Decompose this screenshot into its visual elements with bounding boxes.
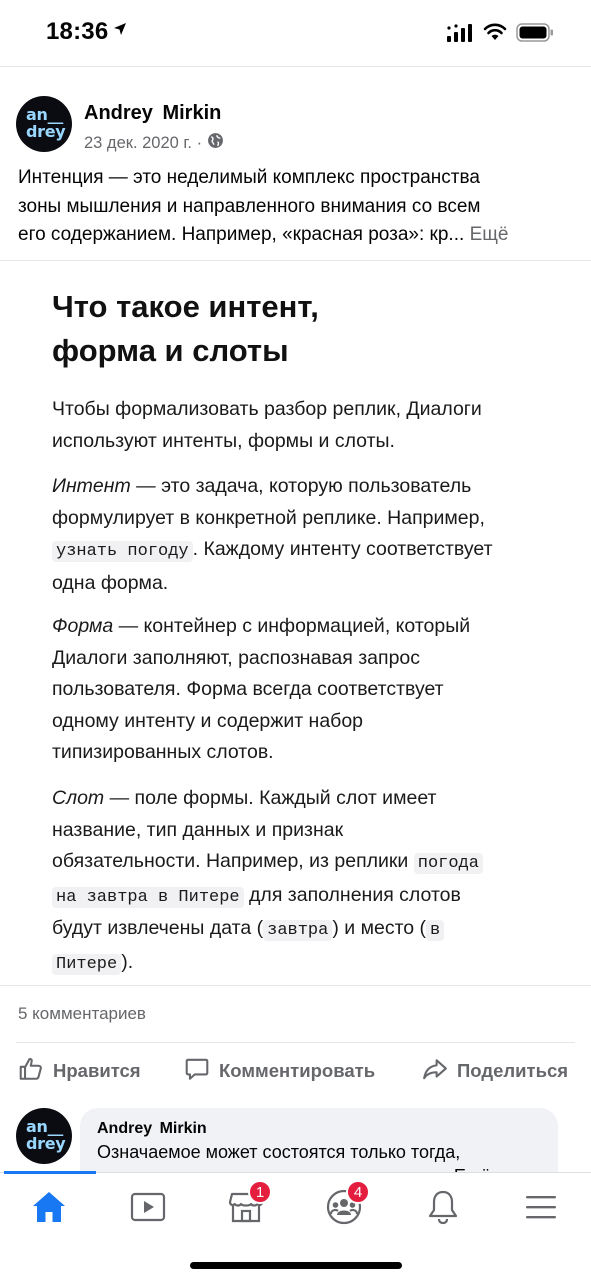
comment-author-name[interactable]: Andrey Mirkin bbox=[97, 1120, 207, 1137]
term-slot: Слот bbox=[52, 787, 105, 809]
like-button[interactable] bbox=[18, 1056, 141, 1086]
tab-notifications[interactable] bbox=[421, 1189, 465, 1229]
tab-marketplace[interactable] bbox=[224, 1184, 268, 1229]
share-arrow-icon bbox=[422, 1056, 448, 1087]
see-more-link[interactable]: Ещё bbox=[469, 224, 509, 245]
article-line-text: — поле формы. Каждый слот имеет bbox=[104, 787, 437, 809]
article-line-text: будут извлечены дата ( bbox=[52, 917, 264, 939]
article-line: Чтобы формализовать разбор реплик, Диалоги bbox=[52, 398, 482, 420]
article-title-line: Что такое интент, bbox=[52, 289, 319, 324]
article-line: используют интенты, формы и слоты. bbox=[52, 429, 395, 452]
avatar-text-line-1: an__ bbox=[26, 105, 63, 124]
article-line-text: ). bbox=[121, 950, 134, 973]
status-time: 18:36 bbox=[46, 18, 109, 45]
thumbs-up-icon bbox=[18, 1056, 44, 1087]
avatar-text-line-2: drey bbox=[26, 1134, 66, 1153]
post-text bbox=[18, 164, 578, 250]
tab-watch[interactable] bbox=[126, 1189, 170, 1229]
tab-groups[interactable] bbox=[322, 1184, 366, 1229]
post-text-line: зоны мышления и направленного внимания со всем bbox=[18, 195, 481, 217]
article-paragraph-form bbox=[52, 611, 552, 769]
hamburger-menu-icon bbox=[524, 1193, 558, 1226]
actions-divider bbox=[16, 1042, 575, 1043]
code-snippet: узнать погоду bbox=[52, 541, 193, 562]
cellular-signal-icon bbox=[447, 24, 475, 47]
code-snippet: завтра bbox=[263, 920, 332, 941]
article-line: одному интенту и содержит набор bbox=[52, 709, 364, 732]
share-label: Поделиться bbox=[457, 1060, 569, 1081]
article-line-text: обязательности. Например, из реплики bbox=[52, 850, 414, 872]
comments-count[interactable]: 5 комментариев bbox=[18, 1004, 146, 1023]
tab-menu[interactable] bbox=[519, 1189, 563, 1229]
bell-icon bbox=[426, 1189, 460, 1230]
article-paragraph-intro bbox=[52, 394, 552, 457]
post-text-line bbox=[18, 221, 578, 250]
post-meta bbox=[84, 132, 224, 154]
article-line-text: . Каждому интенту соответствует bbox=[192, 538, 493, 560]
post-date[interactable]: 23 дек. 2020 г. · bbox=[84, 133, 203, 152]
code-snippet: в bbox=[426, 920, 444, 941]
share-button[interactable] bbox=[422, 1056, 568, 1086]
groups-badge: 4 bbox=[346, 1180, 370, 1204]
comment-button[interactable] bbox=[184, 1056, 375, 1086]
post-text-line: Интенция — это неделимый комплекс пространства bbox=[18, 167, 480, 188]
article-line: формулирует в конкретной реплике. Например, bbox=[52, 506, 485, 529]
tab-home[interactable] bbox=[27, 1189, 71, 1229]
status-bar bbox=[0, 0, 591, 66]
article-line: пользователя. Форма всегда соответствует bbox=[52, 678, 444, 700]
comment-label: Комментировать bbox=[219, 1060, 376, 1081]
comment-author-avatar[interactable] bbox=[16, 1108, 72, 1164]
code-snippet: погода bbox=[414, 853, 483, 874]
video-play-icon bbox=[130, 1191, 166, 1228]
article-paragraph-intent bbox=[52, 471, 552, 599]
header-divider bbox=[0, 66, 591, 67]
like-label: Нравится bbox=[53, 1060, 141, 1081]
article-line: Диалоги заполняют, распознавая запрос bbox=[52, 646, 421, 669]
article-line-text: ) и место ( bbox=[332, 917, 427, 939]
comment-bubble-icon bbox=[184, 1056, 210, 1087]
article-line: одна форма. bbox=[52, 571, 169, 594]
wifi-icon bbox=[483, 23, 507, 46]
marketplace-badge: 1 bbox=[248, 1180, 272, 1204]
article-title-line: форма и слоты bbox=[52, 333, 289, 368]
article-title bbox=[52, 285, 319, 373]
code-snippet: на завтра в Питере bbox=[52, 887, 244, 908]
article-line-text: — это задача, которую пользователь bbox=[130, 475, 472, 497]
location-arrow-icon bbox=[113, 22, 127, 41]
active-tab-indicator bbox=[4, 1171, 96, 1174]
article-line-text: для заполнения слотов bbox=[243, 883, 461, 906]
battery-icon bbox=[516, 23, 554, 47]
home-indicator[interactable] bbox=[190, 1262, 402, 1269]
post-text-line-content: его содержанием. Например, «красная роза»: кр... bbox=[18, 224, 465, 245]
avatar-text-line-2: drey bbox=[26, 122, 66, 141]
home-icon bbox=[31, 1190, 67, 1229]
globe-icon bbox=[207, 132, 224, 154]
article-line-text: — контейнер с информацией, который bbox=[113, 615, 471, 637]
avatar-text-line-1: an__ bbox=[26, 1117, 63, 1136]
post-author-name[interactable]: Andrey Mirkin bbox=[84, 102, 222, 124]
code-snippet: Питере bbox=[52, 954, 121, 975]
author-avatar[interactable] bbox=[16, 96, 72, 152]
term-intent: Интент bbox=[52, 475, 131, 497]
term-form: Форма bbox=[52, 615, 114, 637]
post-image[interactable] bbox=[0, 261, 591, 985]
article-paragraph-slot bbox=[52, 783, 552, 980]
comment-text-line: Означаемое может состоятся только тогда, bbox=[97, 1142, 461, 1162]
article-line: название, тип данных и признак bbox=[52, 818, 344, 841]
article-line: типизированных слотов. bbox=[52, 741, 274, 763]
image-divider bbox=[0, 985, 591, 986]
